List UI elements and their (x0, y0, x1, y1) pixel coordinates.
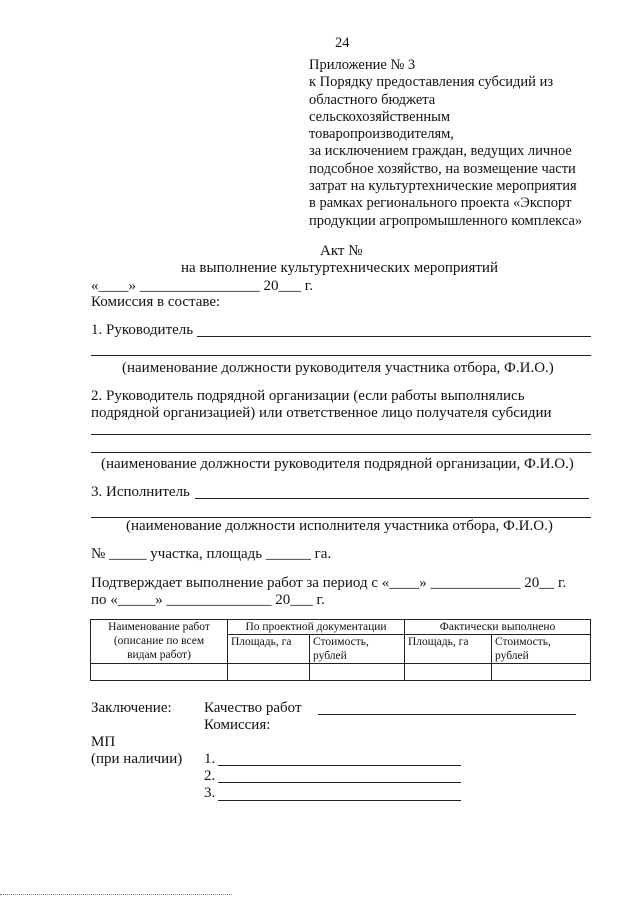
act-title: Акт № (320, 243, 363, 259)
header-project-group: По проектной документации (228, 620, 405, 635)
date-line: «____» ________________ 20___ г. (91, 278, 313, 294)
stamp-label: МП (91, 734, 116, 750)
conclusion-label: Заключение: (91, 700, 172, 716)
plot-line: № _____ участка, площадь ______ га. (91, 546, 332, 562)
section1-fill-line (197, 336, 591, 337)
section2-fill-line (91, 434, 591, 435)
commission-intro: Комиссия в составе: (91, 294, 221, 310)
section2-line: подрядной организацией) или ответственное лицо получателя субсидии (91, 405, 552, 421)
section1-label: 1. Руководитель (91, 322, 194, 338)
section3-label: 3. Исполнитель (91, 484, 190, 500)
signature-number: 3. (204, 785, 216, 801)
header-actual-cost: Стоимость, рублей (492, 635, 591, 664)
act-subtitle: на выполнение культуртехнических мероприятий (181, 260, 498, 276)
section3-fill-line (195, 498, 589, 499)
table-cell (310, 664, 405, 681)
appendix-line: затрат на культуртехнические мероприятия (309, 178, 577, 195)
table-header-row (91, 620, 591, 635)
header-works: Наименование работ (описание по всем видам работ) (91, 620, 228, 664)
table-cell (91, 664, 228, 681)
commission-label: Комиссия: (204, 717, 271, 733)
appendix-line: в рамках регионального проекта «Экспорт (309, 195, 572, 212)
page-number: 24 (335, 35, 350, 51)
signature-line (218, 800, 461, 801)
appendix-line: сельскохозяйственным (309, 108, 451, 125)
signature-number: 2. (204, 768, 216, 784)
stamp-note: (при наличии) (91, 751, 183, 767)
header-actual-group: Фактически выполнено (405, 620, 591, 635)
section1-fill-line (91, 355, 591, 356)
appendix-line: областного бюджета (309, 91, 436, 108)
quality-fill-line (318, 714, 576, 715)
signature-line (218, 782, 461, 783)
section3-caption: (наименование должности исполнителя участника отбора, Ф.И.О.) (126, 518, 553, 534)
header-actual-area: Площадь, га (405, 635, 492, 664)
appendix-line: Приложение № 3 (309, 57, 416, 73)
signature-line (218, 765, 461, 766)
signature-number: 1. (204, 751, 216, 767)
header-project-cost: Стоимость, рублей (310, 635, 405, 664)
appendix-line: товаропроизводителям, (309, 126, 454, 143)
header-project-area: Площадь, га (228, 635, 310, 664)
works-table (90, 619, 591, 681)
scan-edge-line (0, 894, 232, 895)
table-cell (228, 664, 310, 681)
appendix-line: за исключением граждан, ведущих личное (309, 143, 572, 160)
section2-line: 2. Руководитель подрядной организации (если работы выполнялись (91, 388, 525, 404)
confirm-line: по «_____» ______________ 20___ г. (91, 592, 325, 608)
table-cell (492, 664, 591, 681)
confirm-line: Подтверждает выполнение работ за период с «____» ____________ 20__ г. (91, 575, 567, 591)
appendix-block (309, 57, 582, 230)
appendix-line: продукции агропромышленного комплекса» (309, 212, 583, 229)
section2-fill-line (91, 452, 591, 453)
quality-label: Качество работ (204, 700, 302, 716)
appendix-line: подсобное хозяйство, на возмещение части (309, 160, 576, 177)
table-cell (405, 664, 492, 681)
section2-caption: (наименование должности руководителя подрядной организации, Ф.И.О.) (101, 456, 574, 472)
section1-caption: (наименование должности руководителя участника отбора, Ф.И.О.) (122, 360, 554, 376)
table-row (91, 664, 591, 681)
appendix-line: к Порядку предоставления субсидий из (309, 74, 554, 91)
